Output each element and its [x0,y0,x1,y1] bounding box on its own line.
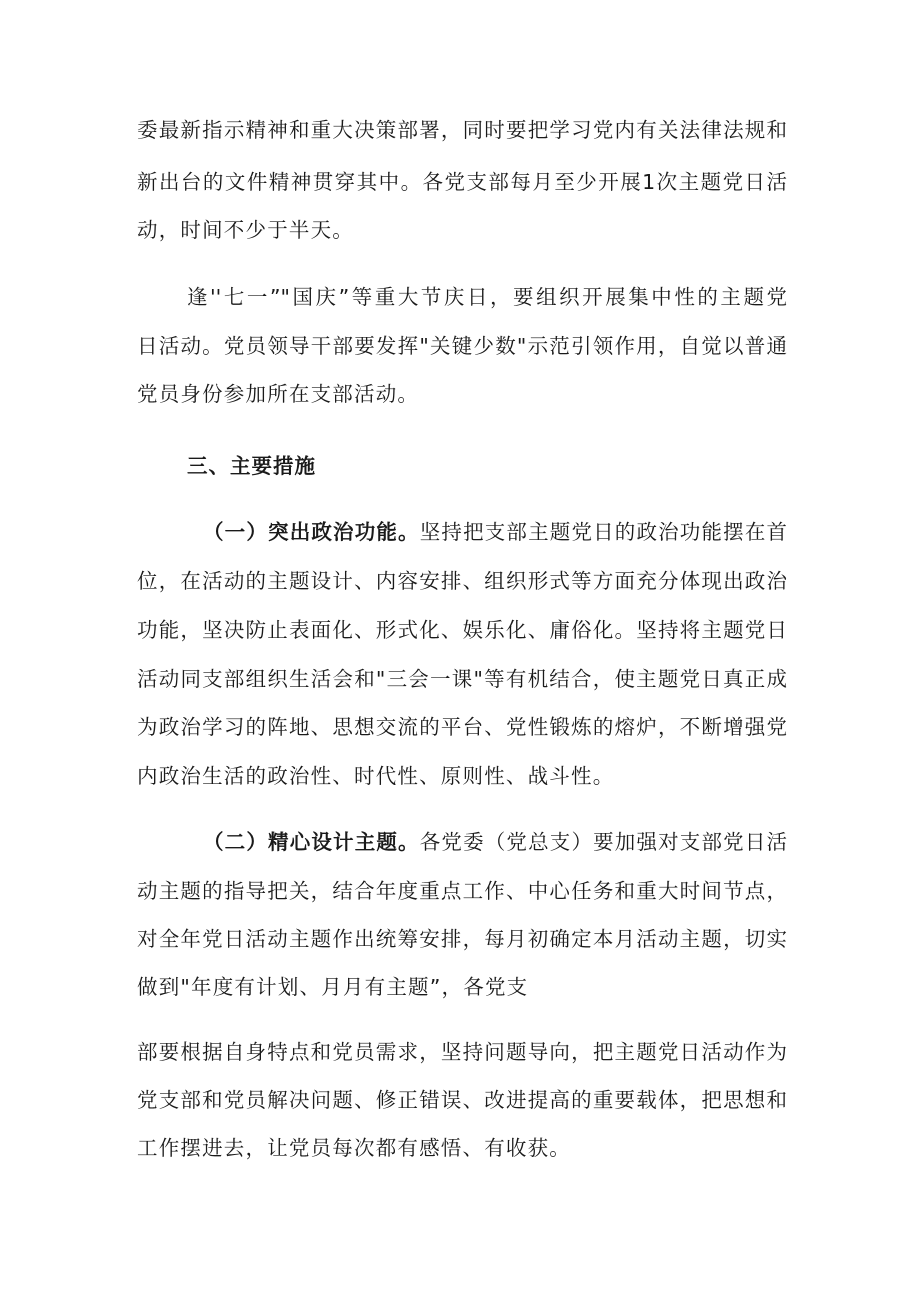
paragraph-line: 做到"年度有计划、月月有主题”，各党支 [137,975,529,999]
section-heading: 三、主要措施 [187,454,316,478]
paragraph-line: 党支部和党员解决问题、修正错误、改进提高的重要载体，把思想和 [137,1088,787,1112]
paragraph-line: 为政治学习的阵地、思想交流的平台、党性锻炼的熔炉，不断增强党 [137,715,787,739]
paragraph-line: 位，在活动的主题设计、内容安排、组织形式等方面充分体现出政治 [137,569,787,593]
subsection-lead: （一）突出政治功能。 [203,520,420,544]
paragraph-text: 坚持把支部主题党日的政治功能摆在首 [419,520,788,544]
paragraph-line [203,827,787,857]
paragraph-line: 委最新指示精神和重大决策部署，同时要把学习党内有关法律法规和 [137,118,787,142]
subsection-lead: （二）精心设计主题。 [203,830,420,854]
paragraph-line: 工作摆进去，让党员每次都有感悟、有收获。 [137,1136,571,1160]
paragraph-line: 党员身份参加所在支部活动。 [137,382,420,406]
paragraph-line [203,517,787,547]
paragraph-line: 逢''七一”"国庆”等重大节庆日，要组织开展集中性的主题党 [187,285,787,309]
paragraph-line: 动，时间不少于半天。 [137,218,354,242]
paragraph-line: 日活动。党员领导干部要发挥"关键少数"示范引领作用，自觉以普通 [137,334,787,358]
paragraph-text: 各党委（党总支）要加强对支部党日活 [419,830,788,854]
paragraph-line: 活动同支部组织生活会和"三会一课"等有机结合，使主题党日真正成 [137,667,787,691]
paragraph-line: 功能，坚决防止表面化、形式化、娱乐化、庸俗化。坚持将主题党日 [137,618,787,642]
paragraph-line: 动主题的指导把关，结合年度重点工作、中心任务和重大时间节点， [137,879,787,903]
paragraph-line: 部要根据自身特点和党员需求，坚持问题导向，把主题党日活动作为 [137,1040,787,1064]
paragraph-line: 对全年党日活动主题作出统筹安排，每月初确定本月活动主题，切实 [137,927,787,951]
paragraph-line: 新出台的文件精神贯穿其中。各党支部每月至少开展1次主题党日活 [137,170,787,194]
paragraph-line: 内政治生活的政治性、时代性、原则性、战斗性。 [137,764,615,788]
